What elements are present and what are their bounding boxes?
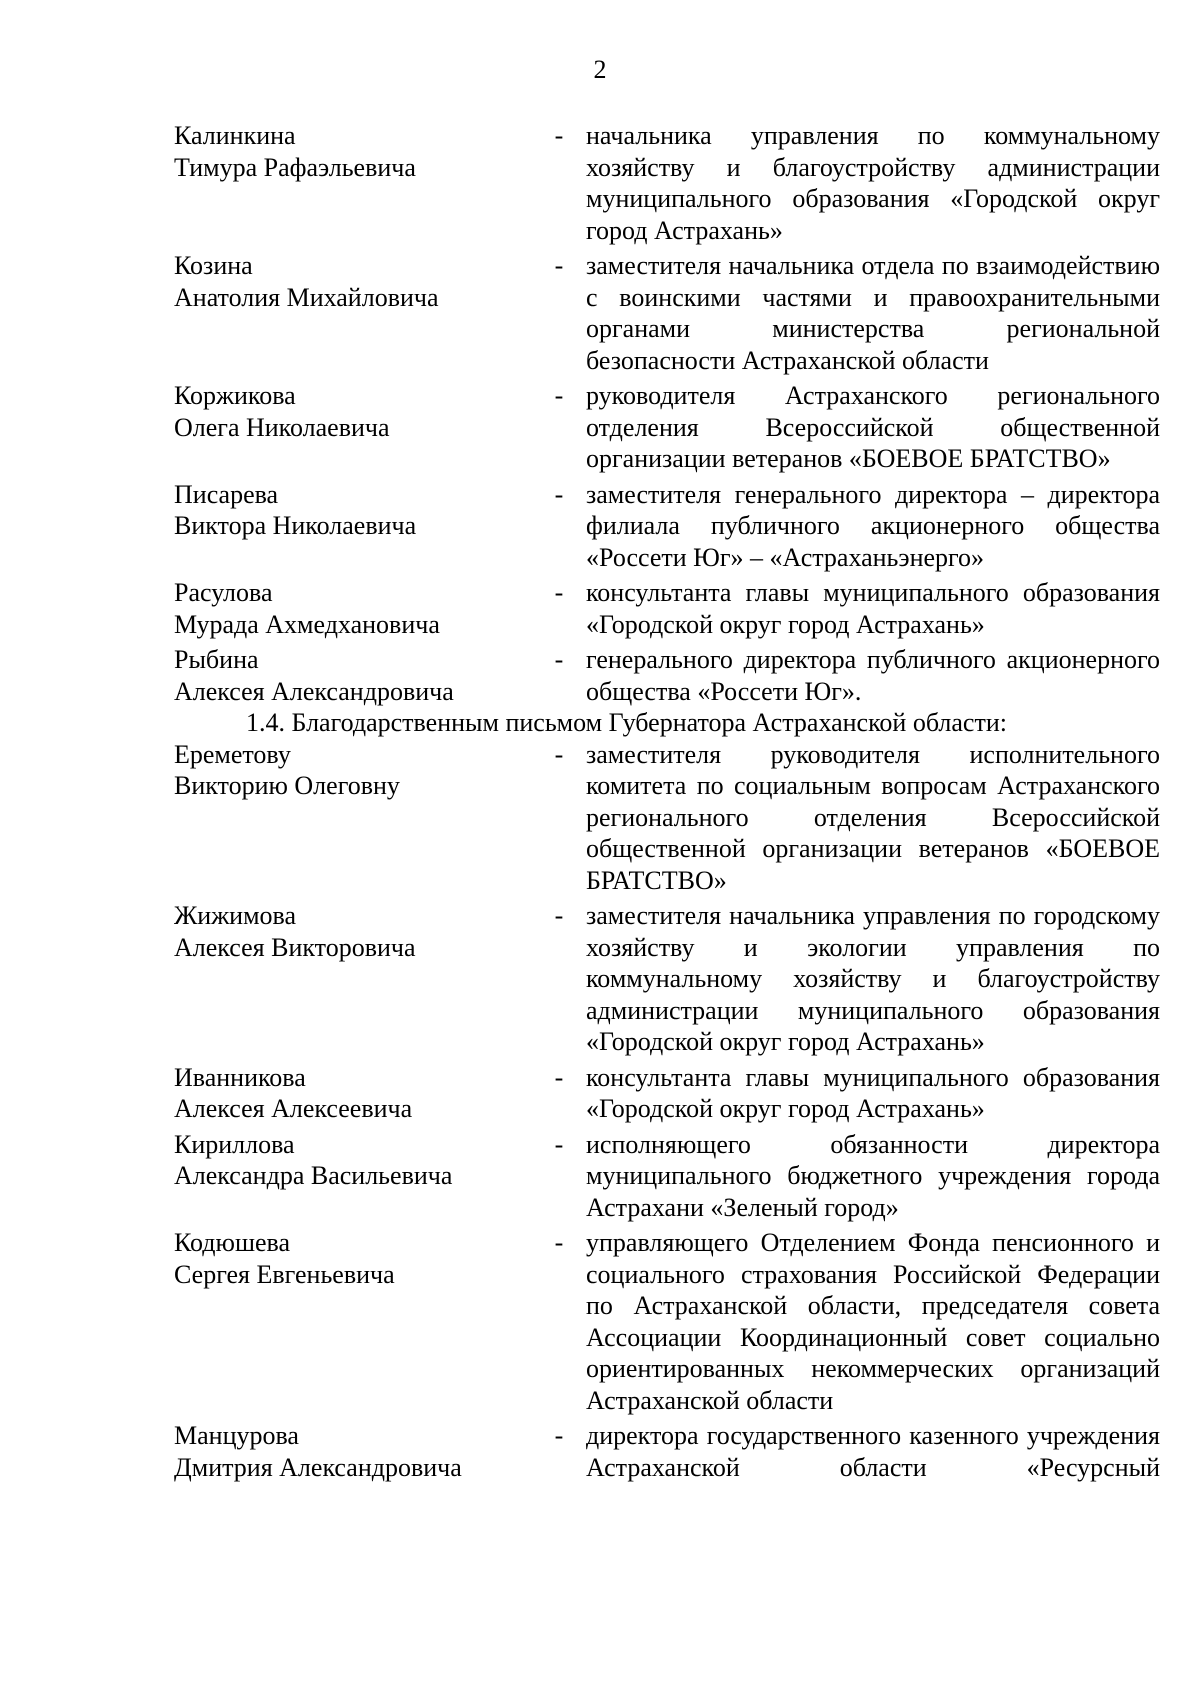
person-position: управляющего Отделением Фонда пенсионного и социального страхования Российской Федерации по Астраханской области, председателя совета Ассоциации Координационный совет социально ориентированных некоммерческих организаций Астраханской области	[586, 1228, 1160, 1415]
person-given-name: Дмитрия Александровича	[174, 1452, 462, 1482]
person-surname: Козина	[174, 251, 253, 280]
person-position: заместителя начальника отдела по взаимодействию с воинскими частями и правоохранительными органами министерства региональной безопасности Астраханской области	[586, 251, 1160, 375]
person-surname: Коржикова	[174, 381, 296, 410]
person-given-name: Тимура Рафаэльевича	[174, 152, 416, 182]
person-position: заместителя руководителя исполнительного комитета по социальным вопросам Астраханского регионального отделения Всероссийской общественной организации ветеранов «БОЕВОЕ БРАТСТВО»	[586, 739, 1160, 895]
dash-separator: -	[554, 1421, 564, 1450]
person-surname: Рыбина	[174, 645, 259, 674]
person-surname: Жижимова	[174, 901, 297, 930]
dash-separator: -	[554, 381, 564, 410]
list-item	[174, 1227, 1160, 1416]
dash-separator: -	[554, 1228, 564, 1257]
person-given-name: Виктора Николаевича	[174, 511, 417, 540]
person-position: руководителя Астраханского регионального отделения Всероссийской общественной организации ветеранов «БОЕВОЕ БРАТСТВО»	[586, 381, 1160, 473]
person-name	[174, 120, 544, 183]
list-item	[174, 1129, 1160, 1224]
award-list	[174, 120, 1160, 1487]
person-name	[174, 900, 544, 963]
person-position: начальника управления по коммунальному хозяйству и благоустройству администрации муниципального образования «Городской округ город Астрахань»	[586, 121, 1160, 245]
list-item	[174, 644, 1160, 707]
person-given-name: Викторию Олеговну	[174, 771, 400, 800]
person-surname: Манцурова	[174, 1421, 299, 1450]
list-item	[174, 900, 1160, 1058]
person-given-name: Александра Васильевича	[174, 1161, 453, 1190]
dash-separator: -	[554, 1062, 564, 1092]
dash-separator: -	[554, 901, 564, 930]
person-position: заместителя начальника управления по городскому хозяйству и экологии управления по коммунальному хозяйству и благоустройству администрации муниципального образования «Городской округ город Астрахань»	[586, 901, 1160, 1056]
person-surname: Иванникова	[174, 1062, 306, 1092]
list-item	[174, 739, 1160, 897]
list-item	[174, 380, 1160, 475]
person-surname: Кириллова	[174, 1129, 295, 1159]
list-item	[174, 479, 1160, 574]
dash-separator: -	[554, 1129, 564, 1159]
person-surname: Кодюшева	[174, 1228, 290, 1257]
person-name	[174, 644, 544, 707]
person-given-name: Алексея Александровича	[174, 676, 454, 706]
dash-separator: -	[554, 479, 564, 509]
person-name	[174, 479, 544, 542]
section-heading: 1.4. Благодарственным письмом Губернатора Астраханской области:	[246, 708, 1007, 737]
person-given-name: Мурада Ахмедхановича	[174, 609, 440, 639]
person-name	[174, 1129, 544, 1192]
dash-separator: -	[554, 645, 564, 674]
person-position: генерального директора публичного акционерного общества «Россети Юг».	[586, 645, 1160, 706]
person-position: директора государственного казенного учреждения Астраханской области «Ресурсный	[586, 1421, 1160, 1482]
person-given-name: Алексея Викторовича	[174, 932, 416, 962]
person-position: консультанта главы муниципального образования «Городской округ город Астрахань»	[586, 578, 1160, 639]
person-surname: Писарева	[174, 479, 279, 509]
person-name	[174, 380, 544, 443]
dash-separator: -	[554, 578, 564, 607]
page-number: 2	[593, 55, 607, 84]
person-surname: Ереметову	[174, 739, 291, 769]
list-item	[174, 120, 1160, 246]
person-name	[174, 250, 544, 313]
list-item	[174, 1420, 1160, 1483]
person-name	[174, 1227, 544, 1290]
list-item	[174, 250, 1160, 376]
person-name	[174, 1420, 544, 1483]
list-item	[174, 1062, 1160, 1125]
person-surname: Калинкина	[174, 121, 296, 150]
person-given-name: Анатолия Михайловича	[174, 282, 439, 312]
person-position: консультанта главы муниципального образования «Городской округ город Астрахань»	[586, 1062, 1160, 1123]
person-position: заместителя генерального директора – директора филиала публичного акционерного общества «Россети Юг» – «Астраханьэнерго»	[586, 479, 1160, 572]
list-item	[174, 577, 1160, 640]
dash-separator: -	[554, 121, 564, 150]
person-given-name: Олега Николаевича	[174, 412, 390, 442]
dash-separator: -	[554, 739, 564, 769]
person-name	[174, 577, 544, 640]
dash-separator: -	[554, 251, 564, 280]
person-given-name: Сергея Евгеньевича	[174, 1259, 395, 1289]
person-surname: Расулова	[174, 578, 273, 607]
person-name	[174, 1062, 544, 1125]
person-given-name: Алексея Алексеевича	[174, 1094, 413, 1123]
person-position: исполняющего обязанности директора муниципального бюджетного учреждения города Астрахани «Зеленый город»	[586, 1129, 1160, 1222]
person-name	[174, 739, 544, 802]
